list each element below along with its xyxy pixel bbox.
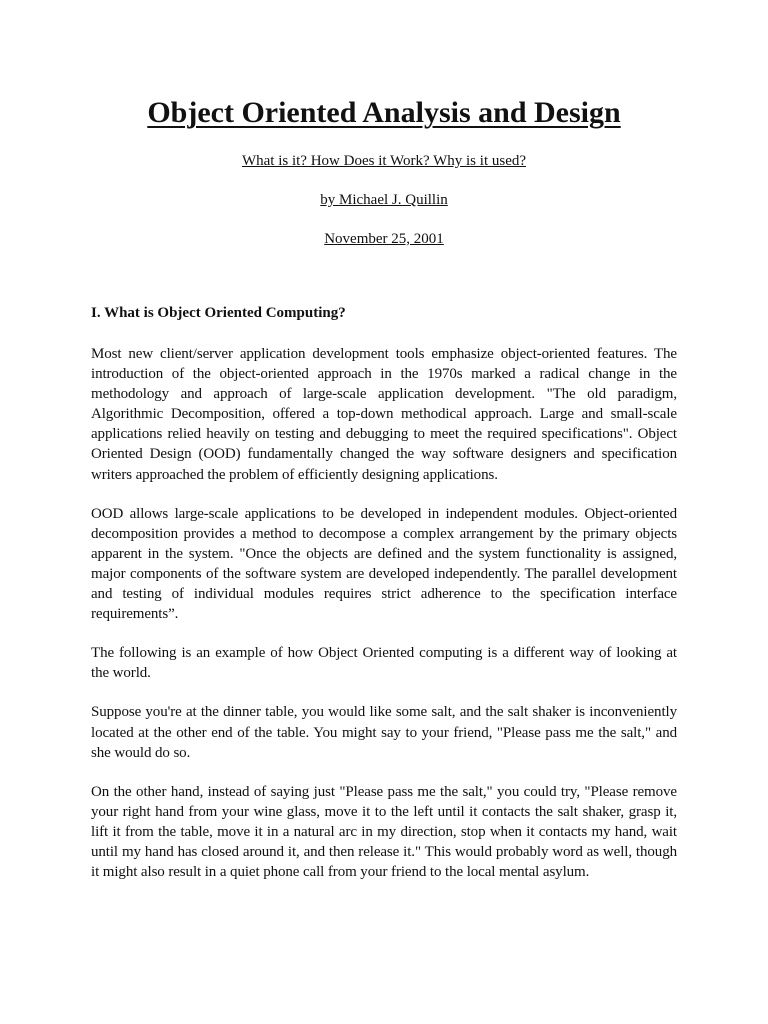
section-heading: I. What is Object Oriented Computing? xyxy=(91,305,346,321)
body-paragraph: OOD allows large-scale applications to be developed in independent modules. Object-oriented decomposition provides a method to decompose a complex arrangement by the primary objects apparent in the system. "Once the objects are defined and the system functionality is assigned, major components of the software system are developed independently. The parallel development and testing of individual modules requires strict adherence to the specification interface requirements”. xyxy=(91,505,677,623)
body-paragraph: The following is an example of how Object Oriented computing is a different way of looking at the world. xyxy=(91,645,677,682)
body-paragraph: Most new client/server application development tools emphasize object-oriented features. The introduction of the object-oriented approach in the 1970s marked a radical change in the methodology and approach of large-scale application development. "The old paradigm, Algorithmic Decomposition, offered a top-down methodical approach. Large and small-scale applications relied heavily on testing and debugging to meet the required specifications". Object Oriented Design (OOD) fundamentally changed the way software designers and specification writers approached the problem of efficiently designing applications. xyxy=(91,346,677,483)
body-paragraph: Suppose you're at the dinner table, you would like some salt, and the salt shaker is inconveniently located at the other end of the table. You might say to your friend, "Please pass me the salt," and she would do so. xyxy=(91,704,677,761)
body-paragraph: On the other hand, instead of saying just "Please pass me the salt," you could try, "Please remove your right hand from your wine glass, move it to the left until it contacts the salt shaker, grasp it, lift it from the table, move it in a natural arc in my direction, stop when it contacts my hand, wait until my hand has closed around it, and then release it." This would probably word as well, though it might also result in a quiet phone call from your friend to the local mental asylum. xyxy=(91,783,677,881)
document-date: November 25, 2001 xyxy=(324,231,444,247)
document-subtitle: What is it? How Does it Work? Why is it used? xyxy=(241,153,527,169)
document-author: by Michael J. Quillin xyxy=(320,192,448,208)
document-body xyxy=(91,303,677,901)
document-title: Object Oriented Analysis and Design xyxy=(147,96,621,129)
